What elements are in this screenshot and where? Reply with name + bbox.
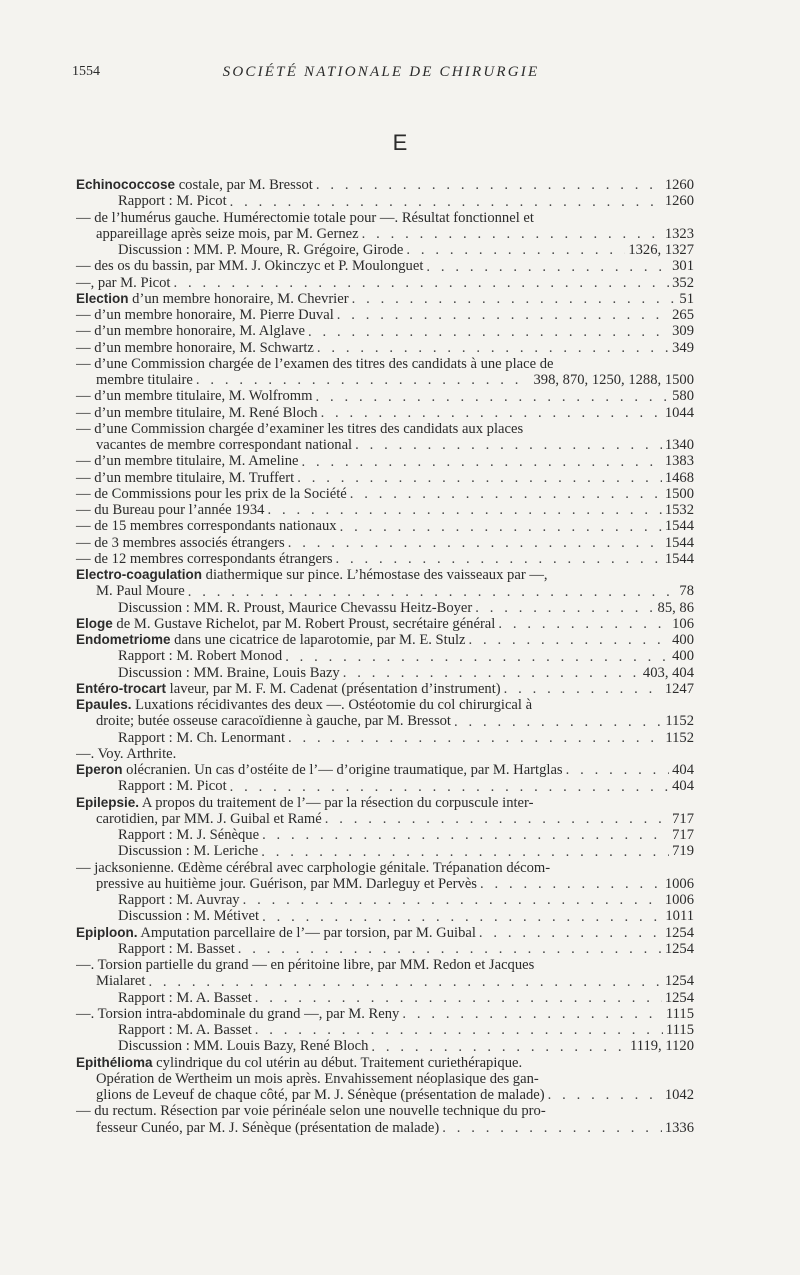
dot-leader — [498, 616, 669, 632]
entry-description: Opération de Wertheim un mois après. Envahissement néoplasique des gan- — [96, 1070, 539, 1087]
index-line — [76, 957, 694, 973]
page-reference: 400 — [672, 648, 694, 665]
entry-heading: Epiploon. — [76, 924, 138, 940]
entry-description: appareillage après seize mois, par M. Gernez — [96, 225, 359, 242]
index-entry — [76, 665, 694, 681]
index-line — [76, 210, 694, 226]
entry-description: cylindrique du col utérin au début. Traitement curiethérapique. — [152, 1054, 523, 1071]
index-entry — [76, 258, 694, 274]
dot-leader — [337, 307, 669, 323]
entry-text — [118, 242, 403, 258]
entry-heading: Electro-coagulation — [76, 567, 203, 582]
entry-description: droite; butée osseuse caracoïdienne à gauche, par M. Bressot — [96, 713, 451, 730]
index-entry — [76, 535, 694, 551]
entry-description: Rapport : M. Basset — [118, 940, 235, 957]
entry-description: Rapport : M. J. Sénèque — [118, 827, 260, 843]
page-reference: 1544 — [664, 518, 694, 535]
entry-text — [118, 941, 235, 957]
page-reference: 106 — [672, 615, 694, 632]
dot-leader — [196, 372, 531, 388]
index-entry — [76, 486, 694, 502]
index-entry — [76, 876, 694, 892]
entry-description: Mialaret — [96, 973, 146, 990]
entry-description: Discussion : M. Métivet — [118, 908, 260, 925]
index-entry — [76, 925, 694, 941]
page-reference: 78 — [679, 583, 694, 600]
page-reference: 400 — [672, 632, 694, 648]
entry-text — [96, 973, 145, 989]
page-reference: 719 — [672, 843, 694, 860]
entry-text — [118, 1022, 252, 1038]
dot-leader — [173, 275, 669, 291]
index-entry — [76, 616, 694, 632]
entry-text — [118, 892, 240, 908]
page-reference: 309 — [672, 323, 694, 340]
page-reference: 1500 — [664, 485, 694, 502]
entry-description: costale, par M. Bressot — [175, 177, 313, 193]
entry-text — [76, 388, 312, 404]
index-entry — [76, 388, 694, 404]
dot-leader — [148, 974, 661, 990]
index-entry — [76, 827, 694, 843]
index-entry — [76, 340, 694, 356]
index-entry — [76, 941, 694, 957]
index-entry — [76, 632, 694, 648]
entry-description: Rapport : M. A. Basset — [118, 1022, 252, 1038]
dot-leader — [355, 437, 662, 453]
page-reference: 1340 — [664, 437, 694, 453]
entry-description: Rapport : M. Picot — [118, 778, 227, 795]
entry-heading: Election — [76, 290, 129, 306]
page-reference: 403, 404 — [642, 664, 694, 681]
page-reference: 1323 — [664, 225, 694, 242]
page-reference: 580 — [672, 388, 694, 405]
index-line — [76, 1071, 694, 1087]
entry-text — [118, 843, 258, 859]
entry-text — [118, 778, 227, 794]
entry-description: — du Bureau pour l’année 1934 — [76, 502, 265, 518]
entry-text — [96, 1087, 545, 1103]
entry-heading: Epaules. — [76, 697, 132, 712]
entry-text — [76, 551, 333, 567]
page-reference: 1254 — [664, 940, 694, 957]
page-reference: 1044 — [664, 404, 694, 421]
entry-text — [76, 632, 466, 648]
index-entry — [76, 518, 694, 534]
index-entry — [76, 811, 694, 827]
entry-text — [76, 258, 423, 274]
page-reference: 51 — [679, 290, 694, 307]
dot-leader — [288, 730, 662, 746]
dot-leader — [262, 909, 662, 925]
entry-text — [96, 876, 477, 892]
entry-heading: Epilepsie. — [76, 794, 140, 810]
entry-text — [96, 437, 352, 453]
entry-description: — d’un membre honoraire, M. Schwartz — [76, 339, 314, 356]
entry-text — [118, 600, 472, 616]
entry-description: — d’un membre titulaire, M. Wolfromm — [76, 388, 313, 405]
dot-leader — [340, 519, 662, 535]
page-reference: 1544 — [664, 550, 694, 567]
index-entry — [76, 502, 694, 518]
entry-text — [76, 275, 170, 291]
page-reference: 1042 — [664, 1087, 694, 1103]
index-entry — [76, 275, 694, 291]
dot-leader — [317, 340, 669, 356]
dot-leader — [343, 665, 640, 681]
entry-description: de M. Gustave Richelot, par M. Robert Proust, secrétaire général — [112, 615, 496, 632]
dot-leader — [325, 811, 669, 827]
entry-description: — de l’humérus gauche. Humérectomie totale pour —. Résultat fonctionnel et — [76, 209, 534, 226]
dot-leader — [267, 502, 661, 518]
entry-description: Luxations récidivantes des deux —. Ostéotomie du col chirurgical à — [131, 697, 533, 713]
entry-heading: Eloge — [76, 615, 113, 631]
index-entry — [76, 193, 694, 209]
dot-leader — [336, 551, 662, 567]
dot-leader — [454, 714, 662, 730]
page-reference: 1383 — [664, 453, 694, 470]
page-number: 1554 — [72, 64, 100, 79]
page-reference: 398, 870, 1250, 1288, 1500 — [533, 372, 694, 388]
index-entry — [76, 470, 694, 486]
dot-leader — [426, 259, 669, 275]
page-header — [72, 64, 690, 84]
page-reference: 1152 — [665, 729, 694, 746]
entry-description: Rapport : M. A. Basset — [118, 989, 252, 1006]
page-reference: 1152 — [665, 713, 694, 730]
dot-leader — [230, 194, 662, 210]
entry-description: M. Paul Moure — [96, 583, 185, 600]
index-entry — [76, 908, 694, 924]
page-reference: 265 — [672, 307, 694, 323]
entry-description: Discussion : MM. P. Moure, R. Grégoire, Girode — [118, 242, 404, 258]
entry-heading: Eperon — [76, 762, 123, 777]
entry-description: — de 12 membres correspondants étrangers — [76, 550, 333, 567]
entry-heading: Entéro-trocart — [76, 680, 167, 696]
entry-text — [96, 372, 193, 388]
entry-description: diathermique sur pince. L’hémostase des vaisseaux par —, — [202, 567, 548, 583]
entry-text — [118, 665, 340, 681]
index-entry — [76, 177, 694, 193]
page-reference: 1260 — [664, 193, 694, 210]
dot-leader — [302, 454, 662, 470]
page-reference: 1326, 1327 — [628, 242, 694, 258]
dot-leader — [308, 324, 669, 340]
page-reference: 1011 — [665, 908, 694, 925]
entry-text — [96, 583, 185, 599]
dot-leader — [352, 291, 677, 307]
entry-description: carotidien, par MM. J. Guibal et Ramé — [96, 810, 322, 827]
entry-text — [96, 226, 359, 242]
index-entry — [76, 291, 694, 307]
entry-description: — d’un membre titulaire, M. René Bloch — [76, 404, 318, 421]
entry-description: dans une cicatrice de laparotomie, par M. E. Stulz — [170, 632, 466, 648]
index-entry — [76, 437, 694, 453]
index-entry — [76, 372, 694, 388]
entry-description: — d’un membre titulaire, M. Ameline — [76, 453, 299, 470]
entry-description: pressive au huitième jour. Guérison, par MM. Darleguy et Pervès — [96, 875, 477, 892]
page-reference: 1336 — [664, 1119, 694, 1136]
dot-leader — [230, 779, 669, 795]
entry-description: — d’une Commission chargée d’examiner les titres des candidats aux places — [76, 420, 524, 437]
entry-text — [118, 648, 282, 664]
entry-description: Rapport : M. Picot — [118, 193, 227, 210]
index-entry — [76, 551, 694, 567]
entry-description: — de 15 membres correspondants nationaux — [76, 518, 337, 535]
page-reference: 1254 — [664, 973, 694, 990]
entry-description: — d’une Commission chargée de l’examen des titres des candidats à une place de — [76, 355, 554, 372]
entry-description: Rapport : M. Robert Monod — [118, 648, 283, 665]
dot-leader — [255, 990, 662, 1006]
page-reference: 85, 86 — [657, 599, 694, 616]
entry-text — [76, 177, 313, 193]
entry-text — [118, 908, 259, 924]
running-title: SOCIÉTÉ NATIONALE DE CHIRURGIE — [222, 64, 540, 80]
entry-description: —. Torsion partielle du grand — en péritoine libre, par MM. Redon et Jacques — [76, 957, 535, 973]
page-reference: 352 — [672, 274, 694, 291]
entry-text — [118, 990, 252, 1006]
entry-description: Discussion : MM. Louis Bazy, René Bloch — [118, 1038, 369, 1055]
dot-leader — [402, 1006, 663, 1022]
entry-text — [96, 811, 322, 827]
index-entry — [76, 1120, 694, 1136]
index-line — [76, 746, 694, 762]
index-line — [76, 567, 694, 583]
index-entry — [76, 892, 694, 908]
entry-text — [118, 827, 259, 843]
page-reference: 1247 — [664, 680, 694, 697]
entry-description: — de Commissions pour les prix de la Société — [76, 485, 347, 502]
entry-description: glions de Leveuf de chaque côté, par M. J. Sénèque (présentation de malade) — [96, 1087, 545, 1103]
index-entry — [76, 843, 694, 859]
index-entries — [76, 177, 694, 1136]
entry-description: — jacksonienne. Œdème cérébral avec carphologie génitale. Trépanation décom- — [76, 859, 551, 876]
page-reference: 1119, 1120 — [629, 1038, 694, 1055]
index-entry — [76, 1038, 694, 1054]
entry-heading: Endometriome — [76, 632, 171, 647]
index-entry — [76, 713, 694, 729]
dot-leader — [238, 941, 662, 957]
entry-text — [76, 518, 337, 534]
entry-text — [76, 340, 314, 356]
page-reference: 1468 — [664, 469, 694, 486]
entry-description: — d’un membre titulaire, M. Truffert — [76, 469, 295, 486]
dot-leader — [504, 681, 662, 697]
entry-description: Discussion : M. Leriche — [118, 843, 259, 860]
page-reference: 301 — [672, 258, 694, 275]
index-entry — [76, 1022, 694, 1038]
dot-leader — [566, 762, 670, 778]
dot-leader — [371, 1039, 627, 1055]
entry-description: d’un membre honoraire, M. Chevrier — [128, 290, 349, 307]
index-entry — [76, 405, 694, 421]
dot-leader — [475, 600, 654, 616]
entry-text — [76, 616, 495, 632]
index-line — [76, 1055, 694, 1071]
page-reference: 349 — [672, 339, 694, 356]
entry-description: A propos du traitement de l’— par la résection du corpuscule inter- — [139, 794, 534, 811]
index-entry — [76, 762, 694, 778]
entry-text — [76, 323, 305, 339]
page-reference: 1260 — [664, 177, 694, 193]
entry-description: —. Torsion intra-abdominale du grand —, par M. Reny — [76, 1005, 400, 1022]
dot-leader — [188, 584, 677, 600]
entry-text — [76, 502, 264, 518]
index-line — [76, 795, 694, 811]
entry-description: —, par M. Picot — [76, 274, 171, 291]
entry-description: Discussion : MM. R. Proust, Maurice Chevassu Heitz-Boyer — [118, 599, 473, 616]
page-reference: 404 — [672, 762, 694, 778]
dot-leader — [261, 844, 669, 860]
page-reference: 1006 — [664, 892, 694, 908]
dot-leader — [243, 892, 662, 908]
entry-description: Rapport : M. Ch. Lenormant — [118, 729, 285, 746]
dot-leader — [315, 389, 669, 405]
dot-leader — [255, 1022, 663, 1038]
entry-description: — des os du bassin, par MM. J. Okinczyc et P. Moulonguet — [76, 258, 424, 275]
entry-text — [76, 453, 299, 469]
entry-text — [118, 1038, 368, 1054]
entry-description: —. Voy. Arthrite. — [76, 745, 177, 762]
entry-text — [76, 291, 349, 307]
entry-description: Amputation parcellaire de l’— par torsion, par M. Guibal — [137, 924, 476, 941]
dot-leader — [321, 405, 662, 421]
page-reference: 1115 — [665, 1005, 694, 1022]
index-line — [76, 860, 694, 876]
page-reference: 717 — [672, 827, 694, 843]
dot-leader — [350, 486, 662, 502]
index-entry — [76, 323, 694, 339]
index-entry — [76, 453, 694, 469]
entry-text — [118, 193, 227, 209]
entry-description: fesseur Cunéo, par M. J. Sénèque (présentation de malade) — [96, 1119, 440, 1136]
dot-leader — [262, 827, 669, 843]
entry-description: Rapport : M. Auvray — [118, 892, 240, 908]
entry-description: — d’un membre honoraire, M. Pierre Duval — [76, 307, 334, 323]
page-reference: 1254 — [664, 924, 694, 941]
page-reference: 1254 — [664, 989, 694, 1006]
dot-leader — [297, 470, 662, 486]
entry-description: — du rectum. Résection par voie périnéale selon une nouvelle technique du pro- — [76, 1103, 546, 1120]
entry-text — [76, 1006, 399, 1022]
index-line — [76, 697, 694, 713]
page-reference: 717 — [672, 810, 694, 827]
dot-leader — [469, 632, 670, 648]
index-entry — [76, 307, 694, 323]
page-reference: 1115 — [665, 1022, 694, 1038]
entry-text — [76, 307, 334, 323]
entry-description: Discussion : MM. Braine, Louis Bazy — [118, 664, 340, 681]
entry-heading: Epithélioma — [76, 1054, 153, 1070]
index-entry — [76, 778, 694, 794]
index-entry — [76, 973, 694, 989]
dot-leader — [548, 1087, 662, 1103]
entry-text — [76, 925, 476, 941]
entry-text — [76, 535, 285, 551]
page-reference: 1544 — [664, 534, 694, 551]
index-entry — [76, 681, 694, 697]
entry-text — [76, 405, 318, 421]
index-entry — [76, 242, 694, 258]
index-entry — [76, 1087, 694, 1103]
page-reference: 404 — [672, 778, 694, 795]
index-entry — [76, 583, 694, 599]
entry-description: — d’un membre honoraire, M. Alglave — [76, 323, 305, 340]
page-reference: 1006 — [664, 875, 694, 892]
entry-text — [118, 730, 285, 746]
entry-text — [96, 1120, 439, 1136]
index-entry — [76, 990, 694, 1006]
index-line — [76, 356, 694, 372]
entry-text — [76, 470, 294, 486]
entry-text — [76, 762, 563, 778]
section-letter: E — [392, 130, 408, 155]
entry-text — [76, 681, 501, 697]
entry-description: vacantes de membre correspondant national — [96, 437, 353, 453]
dot-leader — [362, 226, 662, 242]
page-reference: 1532 — [664, 502, 694, 518]
entry-description: olécranien. Un cas d’ostéite de l’— d’origine traumatique, par M. Hartglas — [122, 762, 563, 778]
entry-description: laveur, par M. F. M. Cadenat (présentation d’instrument) — [166, 680, 501, 697]
index-entry — [76, 648, 694, 664]
dot-leader — [479, 925, 662, 941]
dot-leader — [442, 1120, 662, 1136]
dot-leader — [480, 876, 662, 892]
index-entry — [76, 730, 694, 746]
index-entry — [76, 600, 694, 616]
index-entry — [76, 226, 694, 242]
entry-text — [96, 713, 451, 729]
dot-leader — [288, 535, 662, 551]
index-line — [76, 1103, 694, 1119]
entry-description: — de 3 membres associés étrangers — [76, 534, 285, 551]
dot-leader — [316, 177, 662, 193]
entry-heading: Echinococcose — [76, 177, 176, 192]
entry-text — [76, 486, 347, 502]
index-line — [76, 421, 694, 437]
dot-leader — [285, 649, 669, 665]
index-entry — [76, 1006, 694, 1022]
entry-description: membre titulaire — [96, 372, 193, 388]
dot-leader — [406, 242, 625, 258]
